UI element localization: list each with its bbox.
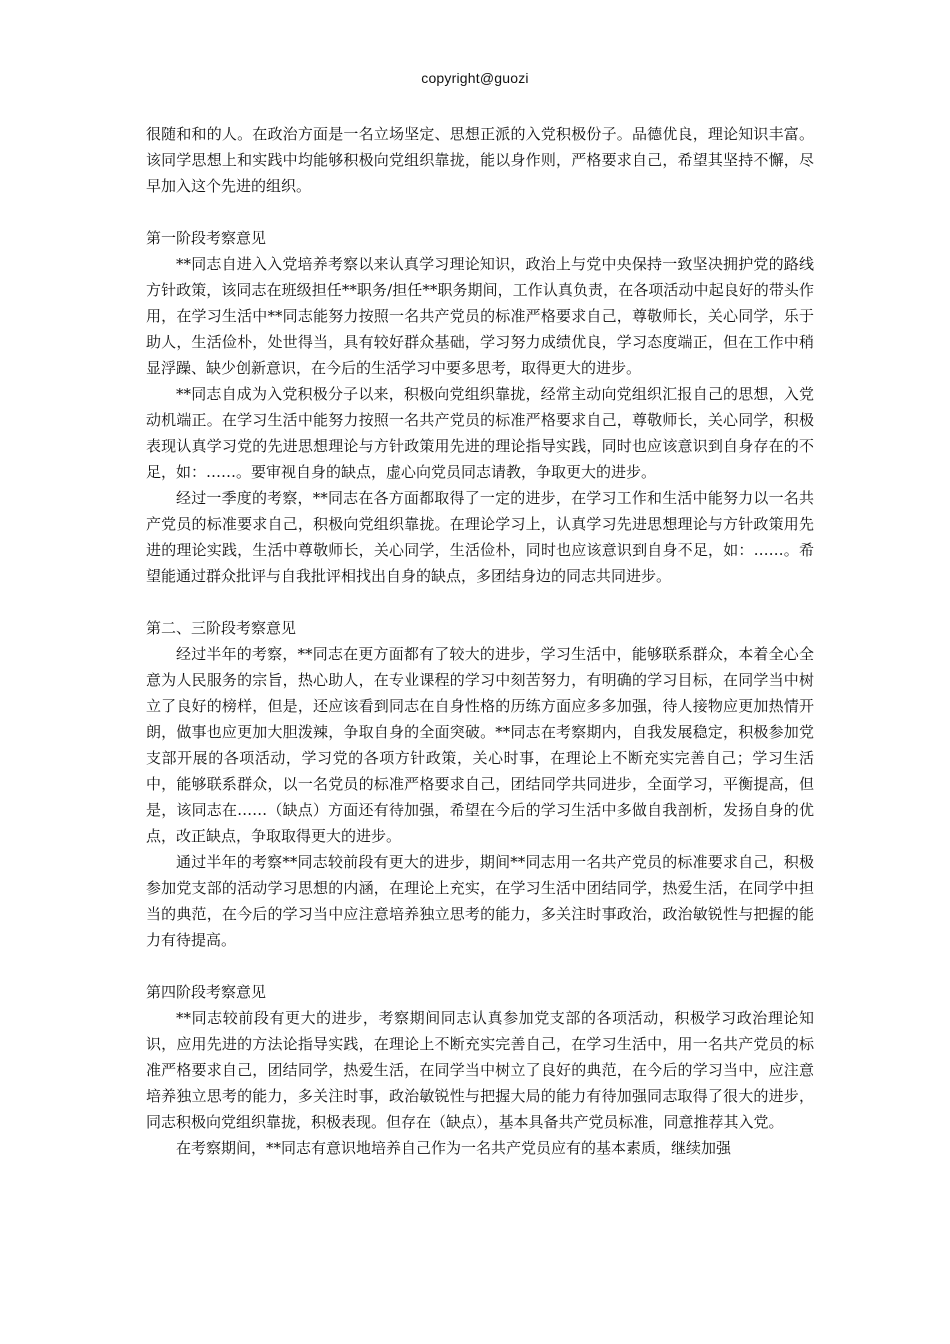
section-heading-stage-2-3: 第二、三阶段考察意见 <box>146 619 297 637</box>
stage-1-paragraph-3: 经过一季度的考察，**同志在各方面都取得了一定的进步，在学习工作和生活中能努力以一名共产党员的标准要求自己，积极向党组织靠拢。在理论学习上，认真学习先进思想理论与方针政策用先进的理论实践，生活中尊敬师长，关心同学，生活俭朴，同时也应该意识到自身不足，如：……。希望能通过群众批评与自我批评相找出自身的缺点，多团结身边的同志共同进步。 <box>146 489 814 585</box>
section-heading-stage-1: 第一阶段考察意见 <box>146 229 267 247</box>
stage-2-3-paragraph-2: 通过半年的考察**同志较前段有更大的进步，期间**同志用一名共产党员的标准要求自己，积极参加党支部的活动学习思想的内涵，在理论上充实，在学习生活中团结同学，热爱生活，在同学中担当的典范，在今后的学习当中应注意培养独立思考的能力，多关注时事政治，政治敏锐性与把握的能力有待提高。 <box>146 853 814 949</box>
stage-4-paragraph-2: 在考察期间，**同志有意识地培养自己作为一名共产党员应有的基本素质，继续加强 <box>176 1139 732 1157</box>
stage-2-3-paragraph-1: 经过半年的考察，**同志在更方面都有了较大的进步，学习生活中，能够联系群众，本着全心全意为人民服务的宗旨，热心助人，在专业课程的学习中刻苦努力，有明确的学习目标，在同学当中树立了良好的榜样，但是，还应该看到同志在自身性格的历练方面应多多加强，待人接物应更加热情开朗，做事也应更加大胆泼辣，争取自身的全面突破。**同志在考察期内，自我发展稳定，积极参加党支部开展的各项活动，学习党的各项方针政策，关心时事，在理论上不断充实完善自己；学习生活中，能够联系群众，以一名党员的标准严格要求自己，团结同学共同进步，全面学习，平衡提高，但是，该同志在……（缺点）方面还有待加强，希望在今后的学习生活中多做自我剖析，发扬自身的优点，改正缺点，争取取得更大的进步。 <box>146 645 814 845</box>
copyright-header: copyright@guozi <box>421 70 529 86</box>
intro-paragraph: 很随和和的人。在政治方面是一名立场坚定、思想正派的入党积极份子。品德优良，理论知识丰富。该同学思想上和实践中均能够积极向党组织靠拢，能以身作则，严格要求自己，希望其坚持不懈，尽早加入这个先进的组织。 <box>146 125 814 195</box>
stage-1-paragraph-2: **同志自成为入党积极分子以来，积极向党组织靠拢，经常主动向党组织汇报自己的思想，入党动机端正。在学习生活中能努力按照一名共产党员的标准严格要求自己，尊敬师长，关心同学，积极表现认真学习党的先进思想理论与方针政策用先进的理论指导实践，同时也应该意识到自身存在的不足，如：……。要审视自身的缺点，虚心向党员同志请教，争取更大的进步。 <box>146 385 814 481</box>
document-body <box>146 121 814 1161</box>
stage-4-paragraph-1: **同志较前段有更大的进步，考察期间同志认真参加党支部的各项活动，积极学习政治理论知识，应用先进的方法论指导实践，在理论上不断充实完善自己，在学习生活中，用一名共产党员的标准严格要求自己，团结同学，热爱生活，在同学当中树立了良好的典范，在今后的学习当中，应注意培养独立思考的能力，多关注时事，政治敏锐性与把握大局的能力有待加强同志取得了很大的进步，同志积极向党组织靠拢，积极表现。但存在（缺点），基本具备共产党员标准，同意推荐其入党。 <box>146 1009 814 1131</box>
stage-1-paragraph-1: **同志自进入入党培养考察以来认真学习理论知识，政治上与党中央保持一致坚决拥护党的路线方针政策，该同志在班级担任**职务/担任**职务期间，工作认真负责，在各项活动中起良好的带头作用，在学习生活中**同志能努力按照一名共产党员的标准严格要求自己，尊敬师长，关心同学，乐于助人，生活俭朴，处世得当，具有较好群众基础，学习努力成绩优良，学习态度端正，但在工作中稍显浮躁、缺少创新意识，在今后的生活学习中要多思考，取得更大的进步。 <box>146 255 814 377</box>
section-heading-stage-4: 第四阶段考察意见 <box>146 983 267 1001</box>
